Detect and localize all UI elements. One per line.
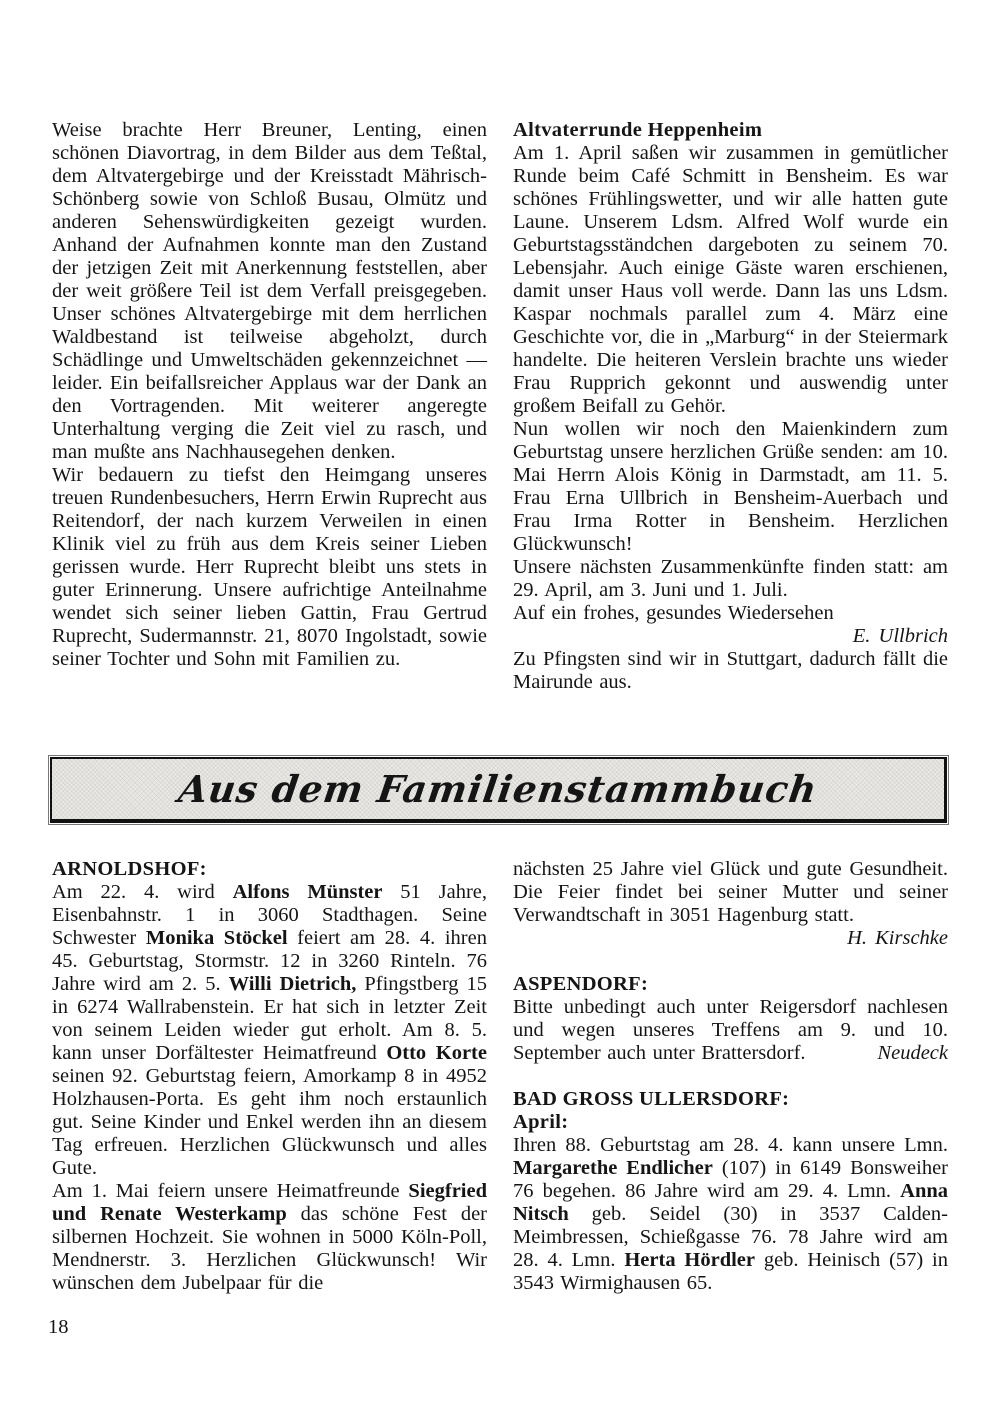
text-run: 51 Jahre, Eisenbahnstr. 1 in 3060 Stadthagen. Seine Schwester [52, 881, 487, 949]
bold-name: Margarethe Endlicher [513, 1157, 713, 1179]
top-section [52, 119, 948, 694]
paragraph-westerkamp-continued [513, 858, 948, 927]
text-run: geb. Heinisch (57) in 3543 Wirmighausen 65. [513, 1249, 948, 1294]
top-right-column [513, 119, 948, 694]
text-run: Bitte unbedingt auch unter Reigersdorf nachlesen und wegen unseres Treffens am 9. und 10. September auch unter Brattersdorf. [513, 996, 948, 1064]
paragraph-pfingsten [513, 648, 948, 694]
text-run: Weise brachte Herr Breuner, Lenting, einen schönen Diavortrag, in dem Bilder aus dem Teßtal, dem Altvatergebirge und der Kreisstadt Mährisch-Schönberg sowie von Schloß Busau, Olmütz und anderen Sehenswürdigkeiten gezeigt wurden. Anhand der Aufnahmen konnte man den Zustand der jetzigen Zeit mit Anerkennung feststellen, aber der weit größere Teil ist dem Verfall preisgegeben. Unser schönes Altvatergebirge mit dem herrlichen Waldbestand ist teilweise abgeholzt, durch Schädlinge und Umweltschäden gekennzeichnet — leider. Ein beifallsreicher Applaus war der Dank an den Vortragenden. Mit weiterer angeregte Unterhaltung verging die Zeit viel zu rasch, und man mußte ans Nachhausegehen denken. [52, 119, 487, 463]
text-run: Pfingstberg 15 in 6274 Wallrabenstein. Er hat sich in letzter Zeit von seinem Leiden wieder gut erholt. Am 8. 5. kann unser Dorfältester Heimatfreund [52, 973, 488, 1064]
page-number: 18 [48, 1316, 69, 1338]
paragraph-april-meeting [513, 142, 948, 418]
paragraph-obituary-ruprecht [52, 464, 487, 671]
familienstammbuch-section [52, 858, 948, 1295]
bold-name: Siegfried und Renate Westerkamp [52, 1180, 487, 1225]
paragraph-maienkinder [513, 418, 948, 556]
paragraph-next-meetings [513, 556, 948, 602]
bold-name: Alfons Münster [232, 881, 383, 903]
heading-aspendorf: ASPENDORF: [513, 973, 649, 995]
text-run: Wir bedauern zu tiefst den Heimgang unseres treuen Rundenbesuchers, Herrn Erwin Ruprecht aus Reitendorf, der nach kurzem Verweilen in einen Klinik viel zu früh aus dem Kreis seiner Lieben gerissen wurde. Herr Ruprecht bleibt uns stets in guter Erinnerung. Unsere aufrichtige Anteilnahme wendet sich seiner lieben Gattin, Frau Gertrud Ruprecht, Sudermannstr. 21, 8070 Ingolstadt, sowie seiner Tochter und Sohn mit Familien zu. [52, 464, 487, 670]
text-run: feiert am 28. 4. ihren 45. Geburtstag, Stormstr. 12 in 3260 Rinteln. 76 Jahre wird am 2. 5. [52, 927, 487, 995]
heading-april: April: [513, 1111, 569, 1133]
paragraph-westerkamp-anniversary [52, 1180, 487, 1295]
paragraph-diavortrag [52, 119, 487, 464]
text-run: Am 22. 4. wird [52, 881, 233, 903]
bold-name: Otto Korte [386, 1042, 487, 1064]
heading-bad-gross-ullersdorf: BAD GROSS ULLERSDORF: [513, 1088, 790, 1110]
text-run: Am 1. Mai feiern unsere Heimatfreunde [52, 1180, 409, 1202]
heading-altvaterrunde-heppenheim: Altvaterrunde Heppenheim [513, 119, 763, 141]
paragraph-arnoldshof-birthdays [52, 881, 487, 1180]
text-run: Ihren 88. Geburtstag am 28. 4. kann unsere Lmn. [513, 1134, 948, 1156]
heading-arnoldshof: ARNOLDSHOF: [52, 858, 207, 880]
text-run: (107) in 6149 Bonsweiher 76 begehen. 86 Jahre wird am 29. 4. Lmn. [513, 1157, 949, 1202]
bottom-left-column [52, 858, 487, 1295]
italic-run: Neudeck [877, 1042, 948, 1064]
text-run: nächsten 25 Jahre viel Glück und gute Gesundheit. Die Feier findet bei seiner Mutter und seiner Verwandtschaft in 3051 Hagenburg statt. [513, 858, 948, 926]
text-run: Zu Pfingsten sind wir in Stuttgart, dadurch fällt die Mairunde aus. [513, 648, 948, 693]
bold-name: Herta Hördler [624, 1249, 755, 1271]
text-run: seinen 92. Geburtstag feiern, Amorkamp 8 in 4952 Holzhausen-Porta. Es geht ihm noch erstaunlich gut. Seine Kinder und Enkel werden ihn an diesem Tag erfreuen. Herzlichen Glückwunsch und alles Gute. [52, 1065, 487, 1179]
text-run: Am 1. April saßen wir zusammen in gemütlicher Runde beim Café Schmitt in Bensheim. Es war schönes Frühlingswetter, und wir alle hatten gute Laune. Unserem Ldsm. Alfred Wolf wurde ein Geburtstagsständchen dargeboten zu seinem 70. Lebensjahr. Auch einige Gäste waren erschienen, damit unser Haus voll werde. Dann las uns Ldsm. Kaspar nochmals parallel zum 4. März eine Geschichte vor, die in „Marburg“ in der Steiermark handelte. Die heiteren Verslein brachte uns wieder Frau Rupprich gekonnt und auswendig unter großem Beifall zu Gehör. [513, 142, 948, 417]
bold-name: Anna Nitsch [513, 1180, 948, 1225]
signature-ullbrich: E. Ullbrich [852, 625, 948, 647]
text-run: geb. Seidel (30) in 3537 Calden-Meimbressen, Schießgasse 76. 78 Jahre wird am 28. 4. Lmn. [513, 1203, 948, 1271]
banner-title: Aus dem Familienstammbuch [175, 767, 821, 811]
text-run: Auf ein frohes, gesundes Wiedersehen [513, 602, 834, 624]
paragraph-farewell-line [513, 602, 948, 625]
text-run: das schöne Fest der silbernen Hochzeit. Sie wohnen in 5000 Köln-Poll, Mendnerstr. 3. Herzlichen Glückwunsch! Wir wünschen dem Jubelpaar für die [52, 1203, 487, 1294]
text-run: Nun wollen wir noch den Maienkindern zum Geburtstag unsere herzlichen Grüße senden: am 10. Mai Herrn Alois König in Darmstadt, am 11. 5. Frau Erna Ullbrich in Bensheim-Auerbach und Frau Irma Rotter in Bensheim. Herzlichen Glückwunsch! [513, 418, 948, 555]
signature-kirschke: H. Kirschke [847, 927, 948, 949]
top-left-column [52, 119, 487, 694]
paragraph-aspendorf-note [513, 996, 948, 1065]
paragraph-ullersdorf-birthdays [513, 1134, 948, 1295]
text-run: Unsere nächsten Zusammenkünfte finden statt: am 29. April, am 3. Juni und 1. Juli. [513, 556, 948, 601]
bold-name: Willi Dietrich, [228, 973, 357, 995]
bold-name: Monika Stöckel [145, 927, 288, 949]
bottom-right-column [513, 858, 948, 1295]
familienstammbuch-banner [50, 757, 947, 823]
